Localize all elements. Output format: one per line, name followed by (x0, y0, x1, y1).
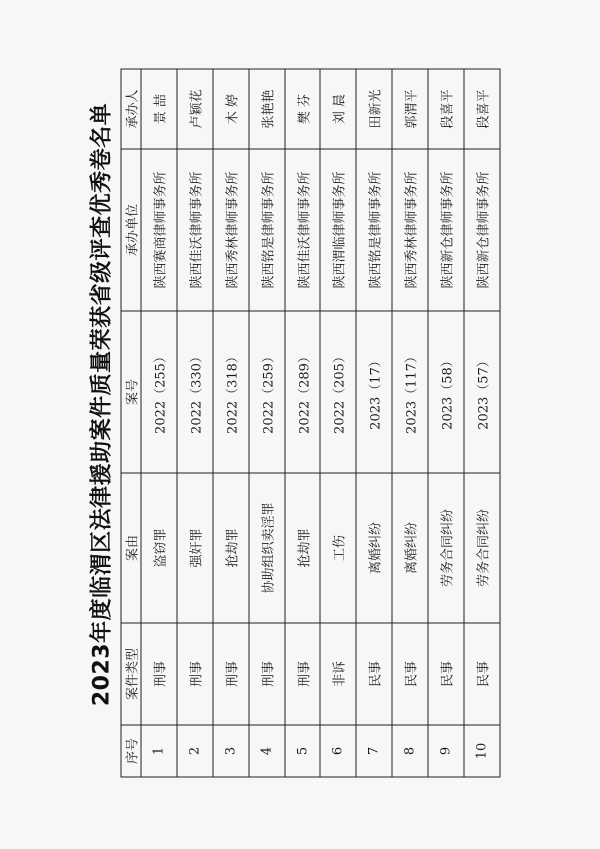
cell-case-type: 民事 (428, 623, 464, 725)
header-case-type: 案件类型 (121, 623, 141, 725)
cell-case-type: 刑事 (284, 623, 320, 725)
cell-handling-unit: 陕西渭临律师事务所 (320, 149, 356, 311)
cell-case-reason: 离婚纠纷 (392, 473, 428, 623)
header-case-number: 案号 (121, 311, 141, 473)
cell-case-number: 2022（255） (141, 311, 177, 473)
cell-case-reason: 盗窃罪 (141, 473, 177, 623)
table-row (464, 69, 500, 777)
cell-no: 5 (284, 725, 320, 777)
award-list-table (120, 68, 500, 777)
cell-no: 7 (356, 725, 392, 777)
cell-case-type: 民事 (356, 623, 392, 725)
cell-handling-unit: 陕西铭是律师事务所 (356, 149, 392, 311)
cell-handling-unit: 陕西佳沃律师事务所 (176, 149, 212, 311)
cell-handler: 刘 晨 (320, 69, 356, 149)
cell-handling-unit: 陕西铭是律师事务所 (248, 149, 284, 311)
cell-case-type: 民事 (464, 623, 500, 725)
cell-handler: 郭渭平 (392, 69, 428, 149)
cell-no: 9 (428, 725, 464, 777)
cell-case-reason: 工伤 (320, 473, 356, 623)
cell-handler: 段喜平 (428, 69, 464, 149)
table-row (428, 69, 464, 777)
cell-case-type: 刑事 (248, 623, 284, 725)
table-row (248, 69, 284, 777)
cell-no: 10 (464, 725, 500, 777)
header-no: 序号 (121, 725, 141, 777)
cell-case-number: 2023（57） (464, 311, 500, 473)
cell-case-type: 民事 (392, 623, 428, 725)
cell-case-reason: 抢劫罪 (284, 473, 320, 623)
cell-handler: 田新光 (356, 69, 392, 149)
cell-case-reason: 抢劫罪 (212, 473, 248, 623)
table-row (320, 69, 356, 777)
cell-case-reason: 离婚纠纷 (356, 473, 392, 623)
cell-case-number: 2023（58） (428, 311, 464, 473)
cell-case-reason: 强奸罪 (176, 473, 212, 623)
table-header-row (121, 69, 141, 777)
table-row (141, 69, 177, 777)
header-case-reason: 案由 (121, 473, 141, 623)
table-row (356, 69, 392, 777)
cell-case-number: 2023（117） (392, 311, 428, 473)
cell-case-reason: 协助组织卖淫罪 (248, 473, 284, 623)
header-handler: 承办人 (121, 69, 141, 149)
cell-handler: 张艳艳 (248, 69, 284, 149)
table-row (212, 69, 248, 777)
cell-case-type: 刑事 (212, 623, 248, 725)
cell-case-reason: 劳务合同纠纷 (428, 473, 464, 623)
cell-no: 6 (320, 725, 356, 777)
cell-case-number: 2022（259） (248, 311, 284, 473)
table-row (284, 69, 320, 777)
cell-case-type: 非诉 (320, 623, 356, 725)
header-handling-unit: 承办单位 (121, 149, 141, 311)
cell-no: 1 (141, 725, 177, 777)
table-row (392, 69, 428, 777)
cell-handler: 木 婷 (212, 69, 248, 149)
cell-handling-unit: 陕西新仓律师事务所 (464, 149, 500, 311)
cell-case-number: 2022（289） (284, 311, 320, 473)
cell-case-number: 2022（205） (320, 311, 356, 473)
cell-no: 8 (392, 725, 428, 777)
cell-no: 4 (248, 725, 284, 777)
cell-handler: 卢颖花 (176, 69, 212, 149)
cell-handling-unit: 陕西赛商律师事务所 (141, 149, 177, 311)
document-title: 2023年度临渭区法律援助案件质量荣获省级评查优秀卷名单 (89, 102, 114, 706)
cell-case-type: 刑事 (141, 623, 177, 725)
cell-no: 3 (212, 725, 248, 777)
cell-handling-unit: 陕西新仓律师事务所 (428, 149, 464, 311)
table-row (176, 69, 212, 777)
cell-handling-unit: 陕西佳沃律师事务所 (284, 149, 320, 311)
cell-case-number: 2022（330） (176, 311, 212, 473)
cell-handling-unit: 陕西秀林律师事务所 (392, 149, 428, 311)
cell-handler: 景 喆 (141, 69, 177, 149)
cell-case-type: 刑事 (176, 623, 212, 725)
cell-case-number: 2022（318） (212, 311, 248, 473)
cell-case-reason: 劳务合同纠纷 (464, 473, 500, 623)
cell-case-number: 2023（17） (356, 311, 392, 473)
cell-handler: 樊 芬 (284, 69, 320, 149)
cell-handling-unit: 陕西秀林律师事务所 (212, 149, 248, 311)
cell-no: 2 (176, 725, 212, 777)
cell-handler: 段喜平 (464, 69, 500, 149)
